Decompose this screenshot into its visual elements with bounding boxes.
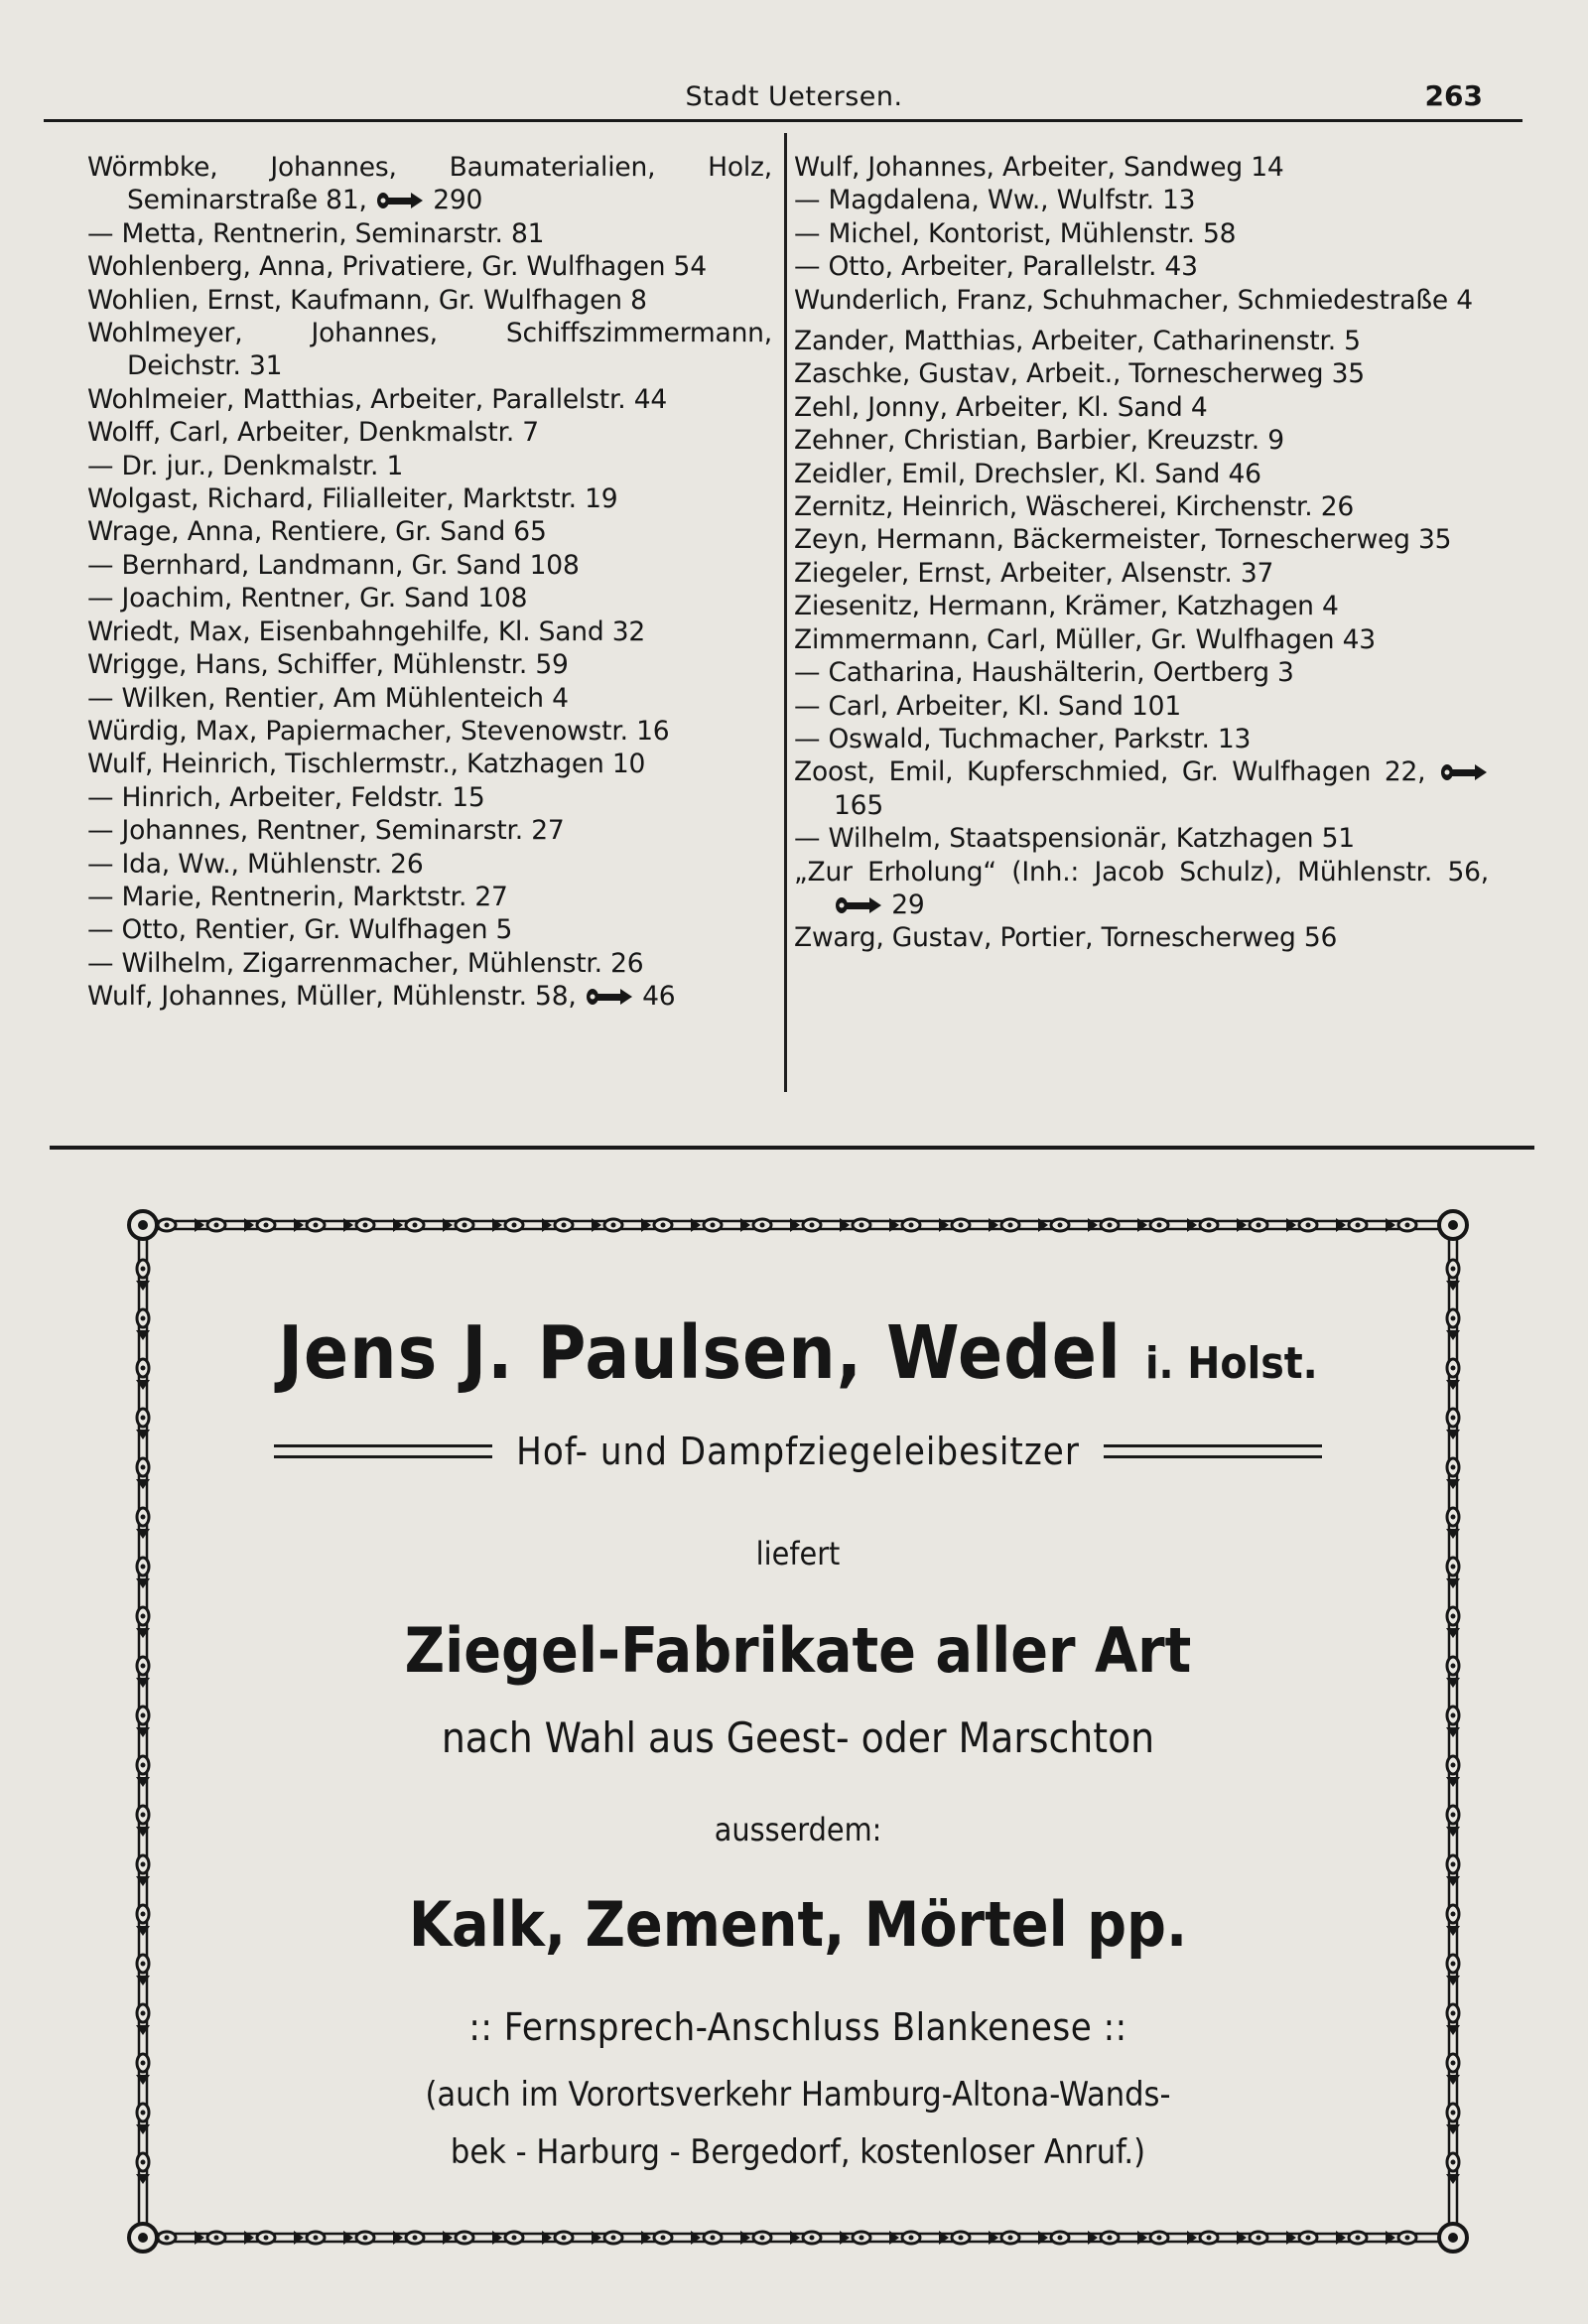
- entry-text: Wolff, Carl, Arbeiter, Denkmalstr. 7: [87, 417, 539, 449]
- directory-entry: [794, 690, 1489, 723]
- directory-entry: [794, 391, 1489, 424]
- directory-entry: [87, 515, 772, 548]
- ad-liefert: liefert: [755, 1535, 841, 1572]
- directory-column-left: [87, 151, 772, 1014]
- entry-text: Wörmbke, Johannes, Baumaterialien, Holz, Seminarstraße 81,: [87, 152, 772, 216]
- directory-entry: [794, 250, 1489, 283]
- entry-text: — Hinrich, Arbeiter, Feldstr. 15: [87, 781, 485, 813]
- entry-text: Zeidler, Emil, Drechsler, Kl. Sand 46: [794, 458, 1261, 489]
- directory-entry: [794, 822, 1489, 855]
- entry-text: Zander, Matthias, Arbeiter, Catharinenstr. 5: [794, 326, 1361, 357]
- directory-entry: [87, 482, 772, 515]
- page-number: 263: [1424, 79, 1483, 112]
- directory-entry: [87, 848, 772, 881]
- directory-entry: [87, 549, 772, 582]
- directory-entry: [794, 184, 1489, 216]
- ad-phone-line: :: Fernsprech-Anschluss Blankenese ::: [468, 2005, 1127, 2049]
- ad-clay-line: nach Wahl aus Geest- oder Marschton: [441, 1713, 1155, 1762]
- telephone-hand-icon: [375, 187, 425, 208]
- entry-text: Zoost, Emil, Kupferschmied, Gr. Wulfhagen 22,: [794, 756, 1426, 788]
- entry-text: Wrigge, Hans, Schiffer, Mühlenstr. 59: [87, 649, 569, 681]
- directory-entry: [87, 913, 772, 946]
- directory-entry: [794, 557, 1489, 590]
- entry-text: Würdig, Max, Papiermacher, Stevenowstr. 16: [87, 715, 670, 747]
- entry-text: — Dr. jur., Denkmalstr. 1: [87, 450, 404, 481]
- entry-text: — Otto, Arbeiter, Parallelstr. 43: [794, 251, 1198, 283]
- directory-entry: [794, 490, 1489, 523]
- section-rule: [50, 1146, 1534, 1150]
- directory-entry: [87, 151, 772, 217]
- entry-text: — Wilhelm, Zigarrenmacher, Mühlenstr. 26: [87, 947, 644, 979]
- entry-text: — Wilhelm, Staatspensionär, Katzhagen 51: [794, 823, 1355, 855]
- entry-text: — Wilken, Rentier, Am Mühlenteich 4: [87, 682, 569, 714]
- directory-entry: [794, 623, 1489, 656]
- entry-text: Wunderlich, Franz, Schuhmacher, Schmiedestraße 4: [794, 284, 1473, 316]
- directory-entry: [794, 523, 1489, 556]
- entry-phone-number: 290: [433, 185, 483, 216]
- entry-text: — Carl, Arbeiter, Kl. Sand 101: [794, 690, 1181, 722]
- entry-text: Zeyn, Hermann, Bäckermeister, Tornescherweg 35: [794, 524, 1452, 556]
- directory-entry: [87, 250, 772, 283]
- directory-entry: [87, 416, 772, 449]
- entry-text: Zaschke, Gustav, Arbeit., Tornescherweg 35: [794, 358, 1365, 390]
- directory-entry: [794, 424, 1489, 457]
- entry-text: — Catharina, Haushälterin, Oertberg 3: [794, 657, 1294, 689]
- entry-text: Wulf, Johannes, Arbeiter, Sandweg 14: [794, 152, 1284, 183]
- directory-entry: [87, 582, 772, 615]
- directory-entry: [794, 856, 1489, 922]
- ad-place-suffix: i. Holst.: [1144, 1338, 1318, 1389]
- entry-text: — Ida, Ww., Mühlenstr. 26: [87, 848, 424, 880]
- entry-text: Ziegeler, Ernst, Arbeiter, Alsenstr. 37: [794, 557, 1274, 589]
- directory-entry: [87, 814, 772, 847]
- directory-entry: [794, 325, 1489, 357]
- directory-entry: [794, 284, 1489, 317]
- directory-entry: [794, 217, 1489, 250]
- entry-text: — Marie, Rentnerin, Marktstr. 27: [87, 881, 508, 912]
- directory-entry: [87, 682, 772, 715]
- ad-product-line: Ziegel-Fabrikate aller Art: [404, 1614, 1192, 1687]
- directory-entry: [87, 748, 772, 780]
- ad-note-line-2: bek - Harburg - Bergedorf, kostenloser Anruf.): [450, 2132, 1146, 2172]
- directory-column-right: [794, 151, 1489, 955]
- directory-entry: [87, 284, 772, 317]
- directory-entry: [794, 921, 1489, 954]
- entry-phone-number: 165: [834, 789, 883, 821]
- entry-text: Zwarg, Gustav, Portier, Tornescherweg 56: [794, 922, 1338, 954]
- entry-phone-number: 46: [642, 981, 676, 1013]
- entry-text: Ziesenitz, Hermann, Krämer, Katzhagen 4: [794, 591, 1339, 622]
- directory-entry: [87, 217, 772, 250]
- directory-entry: [794, 656, 1489, 689]
- entry-text: Zernitz, Heinrich, Wäscherei, Kirchenstr. 26: [794, 491, 1355, 523]
- entry-text: Zehner, Christian, Barbier, Kreuzstr. 9: [794, 425, 1284, 457]
- running-title: Stadt Uetersen.: [685, 81, 903, 112]
- directory-entry: [87, 450, 772, 482]
- entry-text: — Magdalena, Ww., Wulfstr. 13: [794, 185, 1196, 216]
- directory-entry: [87, 715, 772, 748]
- entry-text: — Michel, Kontorist, Mühlenstr. 58: [794, 217, 1237, 249]
- telephone-hand-icon: [585, 983, 634, 1005]
- directory-entry: [87, 615, 772, 648]
- entry-text: Wohlien, Ernst, Kaufmann, Gr. Wulfhagen 8: [87, 284, 647, 316]
- entry-text: — Metta, Rentnerin, Seminarstr. 81: [87, 217, 545, 249]
- directory-entry: [87, 781, 772, 814]
- ad-ausserdem: ausserdem:: [714, 1811, 882, 1848]
- entry-text: Wulf, Heinrich, Tischlermstr., Katzhagen 10: [87, 749, 646, 780]
- entry-text: Wohlenberg, Anna, Privatiere, Gr. Wulfhagen 54: [87, 251, 707, 283]
- entry-text: Wrage, Anna, Rentiere, Gr. Sand 65: [87, 516, 547, 548]
- ad-subtitle-row: [206, 1430, 1390, 1473]
- directory-entry: [87, 317, 772, 383]
- directory-entry: [794, 590, 1489, 622]
- directory-entry: [87, 881, 772, 913]
- ad-firm-name: [197, 1310, 1399, 1396]
- telephone-hand-icon: [1439, 758, 1489, 780]
- directory-entry: [794, 723, 1489, 755]
- entry-text: — Otto, Rentier, Gr. Wulfhagen 5: [87, 914, 513, 946]
- entry-text: Zimmermann, Carl, Müller, Gr. Wulfhagen 43: [794, 623, 1376, 655]
- entry-text: Wolgast, Richard, Filialleiter, Marktstr. 19: [87, 483, 618, 515]
- entry-phone-number: 29: [891, 889, 925, 920]
- entry-text: „Zur Erholung“ (Inh.: Jacob Schulz), Mühlenstr. 56,: [794, 856, 1489, 888]
- entry-text: Wriedt, Max, Eisenbahngehilfe, Kl. Sand 32: [87, 615, 646, 647]
- directory-entry: [87, 947, 772, 980]
- telephone-hand-icon: [834, 891, 883, 913]
- directory-entry: [794, 357, 1489, 390]
- directory-entry: [794, 458, 1489, 490]
- header-rule: [44, 119, 1522, 122]
- directory-entry: [794, 755, 1489, 822]
- entry-text: Wohlmeier, Matthias, Arbeiter, Parallelstr. 44: [87, 383, 668, 415]
- entry-text: Wulf, Johannes, Müller, Mühlenstr. 58,: [87, 981, 577, 1013]
- entry-text: — Oswald, Tuchmacher, Parkstr. 13: [794, 723, 1252, 754]
- ad-firm-text: Jens J. Paulsen, Wedel: [278, 1310, 1122, 1396]
- double-rule-right: [1104, 1444, 1322, 1458]
- directory-entry: [87, 980, 772, 1013]
- ad-subtitle: Hof- und Dampfziegeleibesitzer: [516, 1430, 1080, 1473]
- column-divider: [784, 133, 787, 1092]
- directory-entry: [794, 151, 1489, 184]
- entry-text: — Johannes, Rentner, Seminarstr. 27: [87, 815, 565, 847]
- entry-text: — Bernhard, Landmann, Gr. Sand 108: [87, 549, 580, 581]
- entry-text: Wohlmeyer, Johannes, Schiffszimmermann, Deichstr. 31: [87, 318, 772, 382]
- double-rule-left: [274, 1444, 492, 1458]
- ad-note-line-1: (auch im Vorortsverkehr Hamburg-Altona-Wands-: [425, 2075, 1171, 2115]
- ad-materials-line: Kalk, Zement, Mörtel pp.: [408, 1888, 1188, 1961]
- entry-text: Zehl, Jonny, Arbeiter, Kl. Sand 4: [794, 391, 1208, 423]
- advertisement: [127, 1209, 1469, 2254]
- directory-entry: [87, 383, 772, 416]
- directory-entry: [87, 648, 772, 681]
- entry-text: — Joachim, Rentner, Gr. Sand 108: [87, 583, 528, 615]
